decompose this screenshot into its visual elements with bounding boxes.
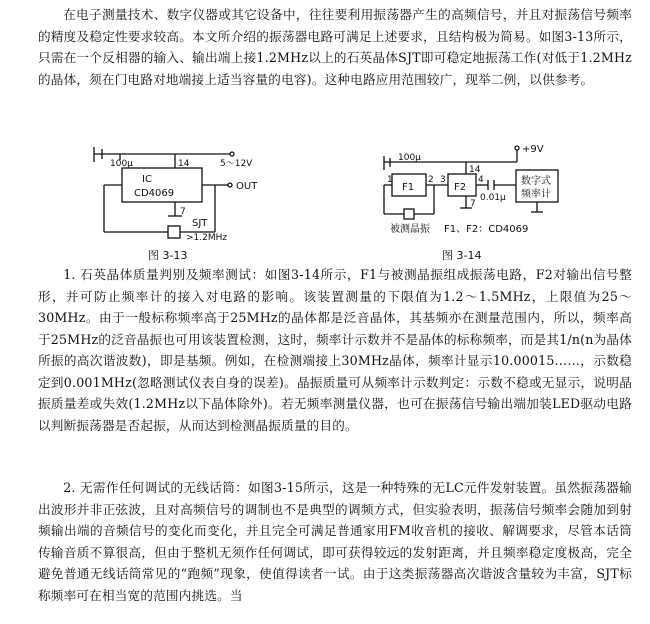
intro-paragraph: 在电子测量技术、数字仪器或其它设备中，往往要利用振荡器产生的高频信号，并且对振荡信号频率的精度及稳定性要求较高。本文所介绍的振荡器电路可满足上述要求，且结构极为简易。如图3-13所示，只需在一个反相器的输入、输出端上接1.2MHz以上的石英晶体SJT即可稳定地振荡工作(对低于1.2MHz的晶体，须在门电路对地端接上适当容量的电容)。这种电路应用范围较广，现举二例，以供参考。 [38, 7, 632, 87]
figure-3-14-circuit [376, 140, 601, 245]
fig13-out: OUT [236, 181, 258, 192]
figure-3-13-caption: 图 3-13 [148, 249, 188, 262]
figure-3-13-circuit [80, 140, 270, 245]
fig14-pin3: 3 [440, 175, 446, 185]
fig14-supply: +9V [522, 144, 544, 155]
fig14-pin7: 7 [470, 199, 476, 209]
item2-paragraph: 2. 无需作任何调试的无线话筒：如图3-15所示，这是一种特殊的无LC元件发射装置。虽然振荡器输出波形并非正弦波，且对高频信号的调制也不是典型的调频方式，但实验表明，振荡信号频率会随加到射频输出端的音频信号的变化而变化，并且完全可满足普通家用FM收音机的接收、解调要求，尽管本话筒传输音质不算很高，但由于整机无须作任何调试，即可获得较远的发射距离，并且频率稳定度极高，完全避免普通无线话筒常见的“跑频”现象，使值得读者一试。由于这类振荡器高次谐波含量较为丰富，SJT标称频率可在相当宽的范围内挑选。当 [38, 480, 632, 603]
fig14-pin2: 2 [428, 175, 434, 185]
fig14-cap2: 0.01μ [480, 193, 506, 203]
fig13-pin14: 14 [178, 159, 190, 169]
fig14-f1: F1 [402, 182, 415, 193]
fig13-ic-part: CD4069 [134, 188, 175, 199]
figure-3-14-caption: 图 3-14 [442, 249, 482, 262]
fig14-probe: 被测晶振 [390, 224, 430, 235]
fig14-ic-note: F1、F2：CD4069 [444, 224, 529, 235]
fig13-crystal-freq: >1.2MHz [186, 233, 228, 243]
fig13-crystal: SJT [192, 218, 208, 229]
item1-paragraph: 1. 石英晶体质量判别及频率测试：如图3-14所示，F1与被测晶振组成振荡电路，F2对输出信号整形，并可防止频率计的接入对电路的影响。该装置测量的下限值为1.2～1.5MHz，上限值为25～30MHz。由于一般标称频率高于25MHz的晶体都是泛音晶体，其基频亦在测量范围内，所以，频率高于25MHz的泛音晶振也可用该装置检测，这时，频率计示数并不是晶体的标称频率，而是其1/n(n为晶体所振的高次谐波数)，即是基频。例如，在检测端接上30MHz晶体，频率计显示10.00015……，示数稳定到0.001MHz(忽略测试仪表自身的误差)。晶振质量可从频率计示数判定：示数不稳或无显示，说明晶振质量差或失效(1.2MHz以下晶体除外)。若无频率测量仪器，也可在振荡信号输出端加装LED驱动电路以判断振荡器是否起振，从而达到检测晶振质量的目的。 [38, 267, 632, 433]
fig13-supply: 5～12V [220, 159, 253, 169]
fig14-meter-line1: 数字式 [521, 176, 551, 187]
fig14-cap-label: 100μ [398, 153, 421, 163]
fig13-pin7: 7 [180, 207, 186, 217]
fig14-f2: F2 [454, 182, 467, 193]
fig14-pin1: 1 [387, 175, 393, 185]
fig14-pin4: 4 [478, 175, 484, 185]
fig14-meter-line2: 频率计 [521, 189, 551, 200]
fig14-pin14: 14 [469, 165, 481, 175]
fig13-cap-label: 100μ [110, 159, 133, 169]
fig13-ic-name: IC [142, 174, 152, 185]
